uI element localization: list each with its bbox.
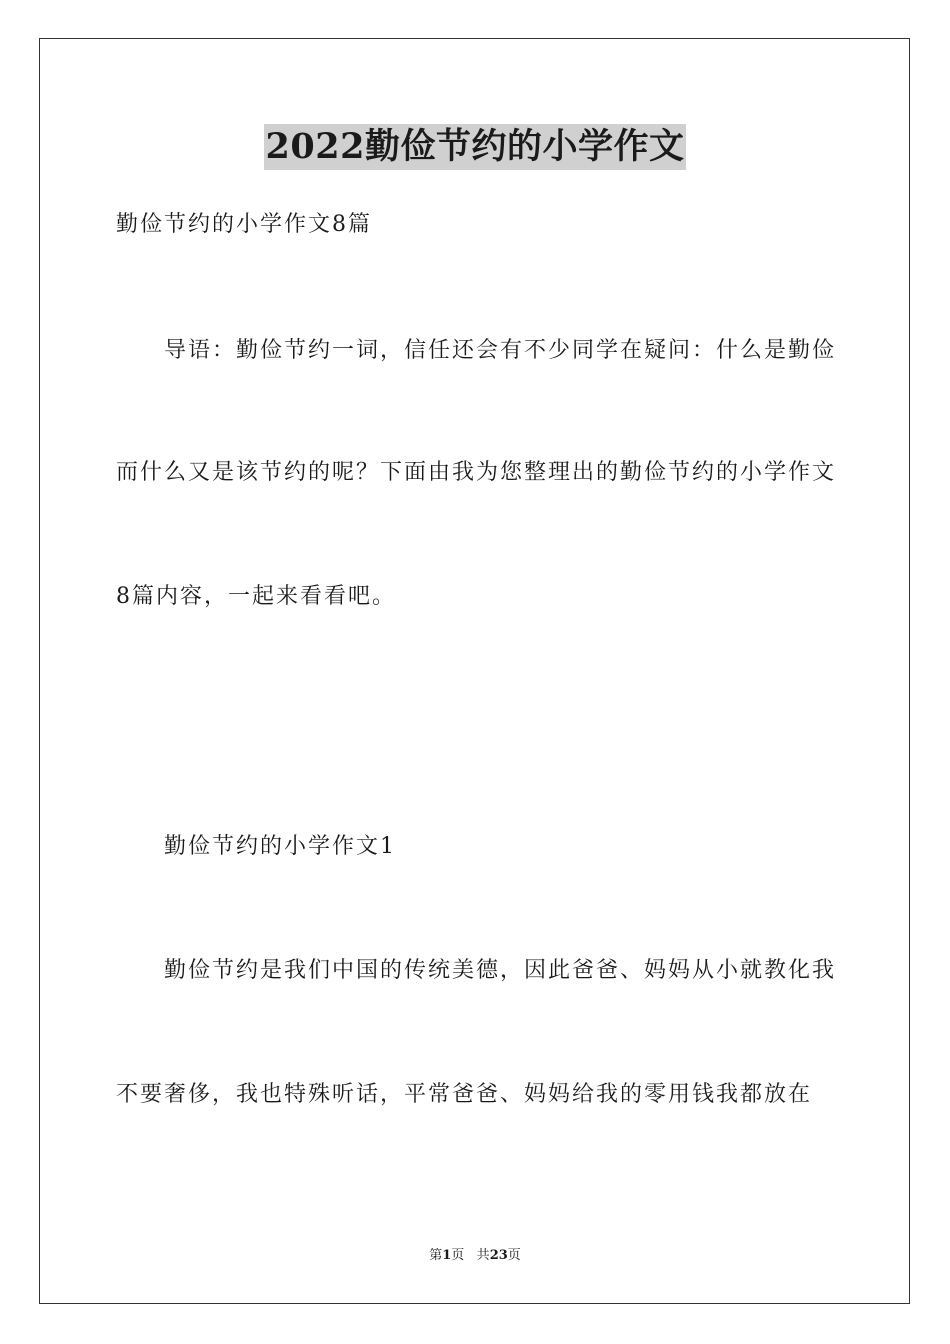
footer-total-pages: 23 [489,1248,508,1263]
section-heading: 勤俭节约的小学作文1 [164,834,396,859]
intro-paragraph-line-2: 而什么又是该节约的呢？下面由我为您整理出的勤俭节约的小学作文 [116,460,837,485]
page-footer [0,1247,950,1265]
footer-total-prefix: 共 [476,1248,490,1263]
footer-page-prefix: 第 [429,1248,443,1263]
footer-total-suffix: 页 [507,1248,521,1263]
body-paragraph-line-2: 不要奢侈，我也特殊听话，平常爸爸、妈妈给我的零用钱我都放在 [116,1082,813,1107]
intro-paragraph-line-1: 导语：勤俭节约一词，信任还会有不少同学在疑问：什么是勤俭 [164,338,837,363]
document-title: 2022勤俭节约的小学作文 [264,124,687,170]
intro-paragraph-line-3: 8篇内容，一起来看看吧。 [116,584,396,609]
footer-page-suffix: 页 [451,1248,465,1263]
title-container [0,124,950,170]
body-paragraph-line-1: 勤俭节约是我们中国的传统美德，因此爸爸、妈妈从小就教化我 [164,958,837,983]
footer-page-number: 1 [442,1248,452,1263]
subtitle-line: 勤俭节约的小学作文8篇 [116,212,372,237]
